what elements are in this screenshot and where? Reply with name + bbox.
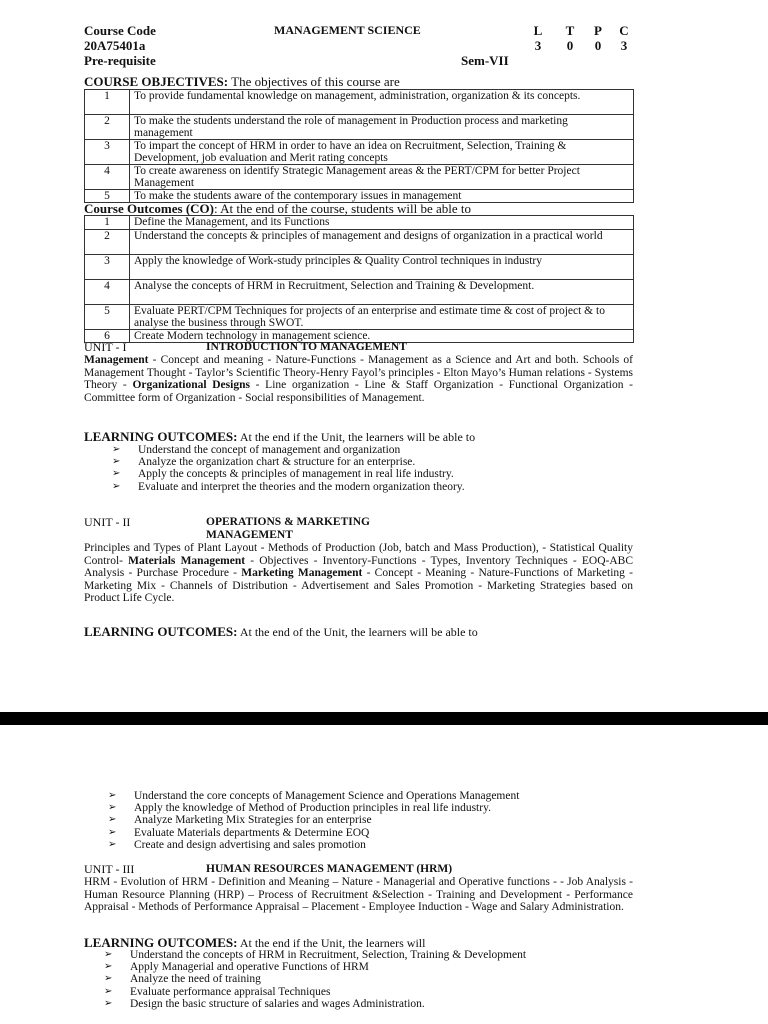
course-code: 20A75401a [84,38,146,53]
table-row [85,90,634,115]
row-number: 3 [85,255,130,280]
ltpc-label-l: L [533,23,543,38]
lo-heading: LEARNING OUTCOMES: [84,624,238,639]
unit-3-syllabus: HRM - Evolution of HRM - Definition and Meaning – Nature - Managerial and Operative functions - - Job Analysis - Human Resource Planning (HRP) – Process of Recruitment &Selection - Training and Development - Performance Appraisal - Methods of Performance Appraisal – Placement - Employee Induction - Wage and Salary Administration. [84,876,633,914]
row-number: 5 [85,190,130,203]
arrow-bullet-icon: ➢ [104,997,113,1009]
outcomes-intro: : At the end of the course, students will be able to [213,201,472,216]
row-text: Understand the concepts & principles of management and designs of organization in a practical world [130,230,634,255]
table-row [85,305,634,330]
list-item [112,468,465,480]
list-item-text: Understand the core concepts of Management Science and Operations Management [134,790,520,802]
unit-3-title: HUMAN RESOURCES MANAGEMENT (HRM) [206,863,453,875]
syllabus-text: - Concept and meaning - Nature-Functions - Management as a Science and Art and both. Schools of Management Thought - Taylor’s Scientific Theory-Henry Fayol’s principles - Elton Mayo’s Human relations - Systems Theory - [84,354,633,392]
table-row [85,216,634,230]
row-text: To provide fundamental knowledge on management, administration, organization & its concepts. [130,90,634,115]
list-item-text: Understand the concept of management and organization [138,444,401,456]
unit-3-label: UNIT - III [84,862,135,876]
unit-2-title-line-2: MANAGEMENT [206,529,293,541]
lo-intro: At the end if the Unit, the learners will be able to [237,430,476,444]
ltpc-label-p: P [594,23,602,38]
list-item [112,456,465,468]
list-item-text: Evaluate Materials departments & Determine EOQ [134,826,370,839]
bold-term: Marketing Management [241,567,363,580]
course-code-label: Course Code [84,23,156,38]
unit-1-label: UNIT - I [84,340,127,354]
row-number: 4 [85,280,130,305]
table-row [85,255,634,280]
lo-heading: LEARNING OUTCOMES: [84,935,238,950]
arrow-bullet-icon: ➢ [104,985,113,997]
outcomes-table [84,215,634,343]
syllabus-text: Principles and Types of Plant Layout - Methods of Production (Job, batch and Mass Production), - Statistical Quality Control- [84,542,633,567]
unit-3-lo-list [104,949,526,1010]
row-text: Evaluate PERT/CPM Techniques for projects of an enterprise and estimate time & cost of project & to analyse the business through SWOT. [130,305,634,330]
syllabus-text: - Line organization - Line & Staff Organization - Functional Organization - Committee form of Organization - Social responsibilities of Management. [84,379,633,404]
row-number: 1 [85,216,130,230]
table-row [85,280,634,305]
row-text: Analyse the concepts of HRM in Recruitment, Selection and Training & Development. [130,280,634,305]
list-item [104,961,526,973]
arrow-bullet-icon: ➢ [104,961,113,973]
arrow-bullet-icon: ➢ [112,468,121,480]
list-item [108,802,519,814]
row-number: 2 [85,115,130,140]
list-item [108,839,519,851]
table-row [85,165,634,190]
arrow-bullet-icon: ➢ [108,790,117,801]
list-item-text: Evaluate and interpret the theories and the modern organization theory. [138,480,465,493]
syllabus-text: - Concept - Meaning - Nature-Functions of Marketing - Marketing Mix - Channels of Distribution - Advertisement and Sales Promotion - Marketing Strategies based on Product Life Cycle. [84,567,633,605]
unit-1-lo-list [112,444,465,493]
syllabus-text: - Objectives - Inventory-Functions - Types, Inventory Techniques - EOQ-ABC Analysis - Purchase Procedure - [84,554,633,580]
table-row [85,115,634,140]
row-number: 3 [85,140,130,165]
arrow-bullet-icon: ➢ [112,444,121,455]
arrow-bullet-icon: ➢ [104,973,113,985]
unit-2-title-line-1: OPERATIONS & MARKETING [206,516,370,528]
ltpc-value-l: 3 [534,38,542,53]
row-number: 6 [85,330,130,343]
objectives-intro: The objectives of this course are [228,74,400,89]
row-text: Define the Management, and its Functions [130,216,634,230]
arrow-bullet-icon: ➢ [112,456,121,468]
ltpc-label-t: T [565,23,575,38]
outcomes-heading-line [84,202,471,216]
semester: Sem-VII [461,53,509,68]
row-number: 1 [85,90,130,115]
unit-1-lo-heading-line [84,430,475,444]
table-row [85,140,634,165]
arrow-bullet-icon: ➢ [104,949,113,960]
list-item [104,949,526,961]
row-number: 5 [85,305,130,330]
ltpc-value-c: 3 [620,38,628,53]
list-item [104,986,526,998]
table-row [85,230,634,255]
row-number: 2 [85,230,130,255]
ltpc-value-t: 0 [566,38,574,53]
list-item-text: Apply Managerial and operative Functions of HRM [130,961,369,974]
list-item-text: Analyze Marketing Mix Strategies for an enterprise [134,814,372,827]
arrow-bullet-icon: ➢ [108,814,117,826]
unit-2-lo-heading-line [84,625,478,639]
list-item-text: Understand the concepts of HRM in Recruitment, Selection, Training & Development [130,949,527,961]
list-item-text: Analyze the need of training [130,973,261,986]
list-item-text: Apply the concepts & principles of management in real life industry. [138,468,454,481]
row-number: 4 [85,165,130,190]
outcomes-heading: Course Outcomes (CO) [84,201,214,216]
list-item-text: Analyze the organization chart & structure for an enterprise. [138,456,416,469]
bold-term: Management [84,354,149,366]
arrow-bullet-icon: ➢ [112,480,121,492]
lo-heading: LEARNING OUTCOMES: [84,429,238,444]
list-item [104,998,526,1010]
unit-3-lo-heading-line [84,936,425,950]
list-item [108,790,519,802]
row-text: To make the students aware of the contemporary issues in management [130,190,634,203]
ltpc-label-c: C [619,23,629,38]
course-title: MANAGEMENT SCIENCE [274,23,421,37]
objectives-heading-line [84,75,400,89]
list-item [104,973,526,985]
unit-2-syllabus [84,542,633,605]
arrow-bullet-icon: ➢ [108,838,117,850]
arrow-bullet-icon: ➢ [108,826,117,838]
list-item-text: Design the basic structure of salaries and wages Administration. [130,997,425,1010]
row-text: Create Modern technology in management science. [130,330,634,343]
list-item [108,814,519,826]
page-break-divider [0,712,768,725]
list-item [108,827,519,839]
row-text: To impart the concept of HRM in order to have an idea on Recruitment, Selection, Training & Development, job evaluation and Merit rating concepts [130,140,634,165]
arrow-bullet-icon: ➢ [108,802,117,814]
bold-term: Organizational Designs [132,379,250,392]
unit-1-syllabus [84,354,633,404]
list-item-text: Apply the knowledge of Method of Production principles in real life industry. [134,802,491,815]
list-item-text: Evaluate performance appraisal Techniques [130,985,331,998]
unit-2-lo-list [108,790,519,851]
prerequisite-label: Pre-requisite [84,53,156,68]
list-item [112,444,465,456]
row-text: To make the students understand the role of management in Production process and marketing management [130,115,634,140]
row-text: To create awareness on identify Strategic Management areas & the PERT/CPM for better Project Management [130,165,634,190]
objectives-table [84,89,634,203]
lo-intro: At the end of the Unit, the learners will be able to [237,625,478,639]
row-text: Apply the knowledge of Work-study principles & Quality Control techniques in industry [130,255,634,280]
list-item [112,481,465,493]
bold-term: Materials Management [128,554,246,567]
document-page-2 [0,725,768,1024]
unit-1-title: INTRODUCTION TO MANAGEMENT [206,341,407,353]
ltpc-value-p: 0 [594,38,602,53]
list-item-text: Create and design advertising and sales promotion [134,838,366,851]
lo-intro: At the end if the Unit, the learners will [237,936,426,950]
objectives-heading: COURSE OBJECTIVES: [84,74,229,89]
unit-2-label: UNIT - II [84,515,131,529]
